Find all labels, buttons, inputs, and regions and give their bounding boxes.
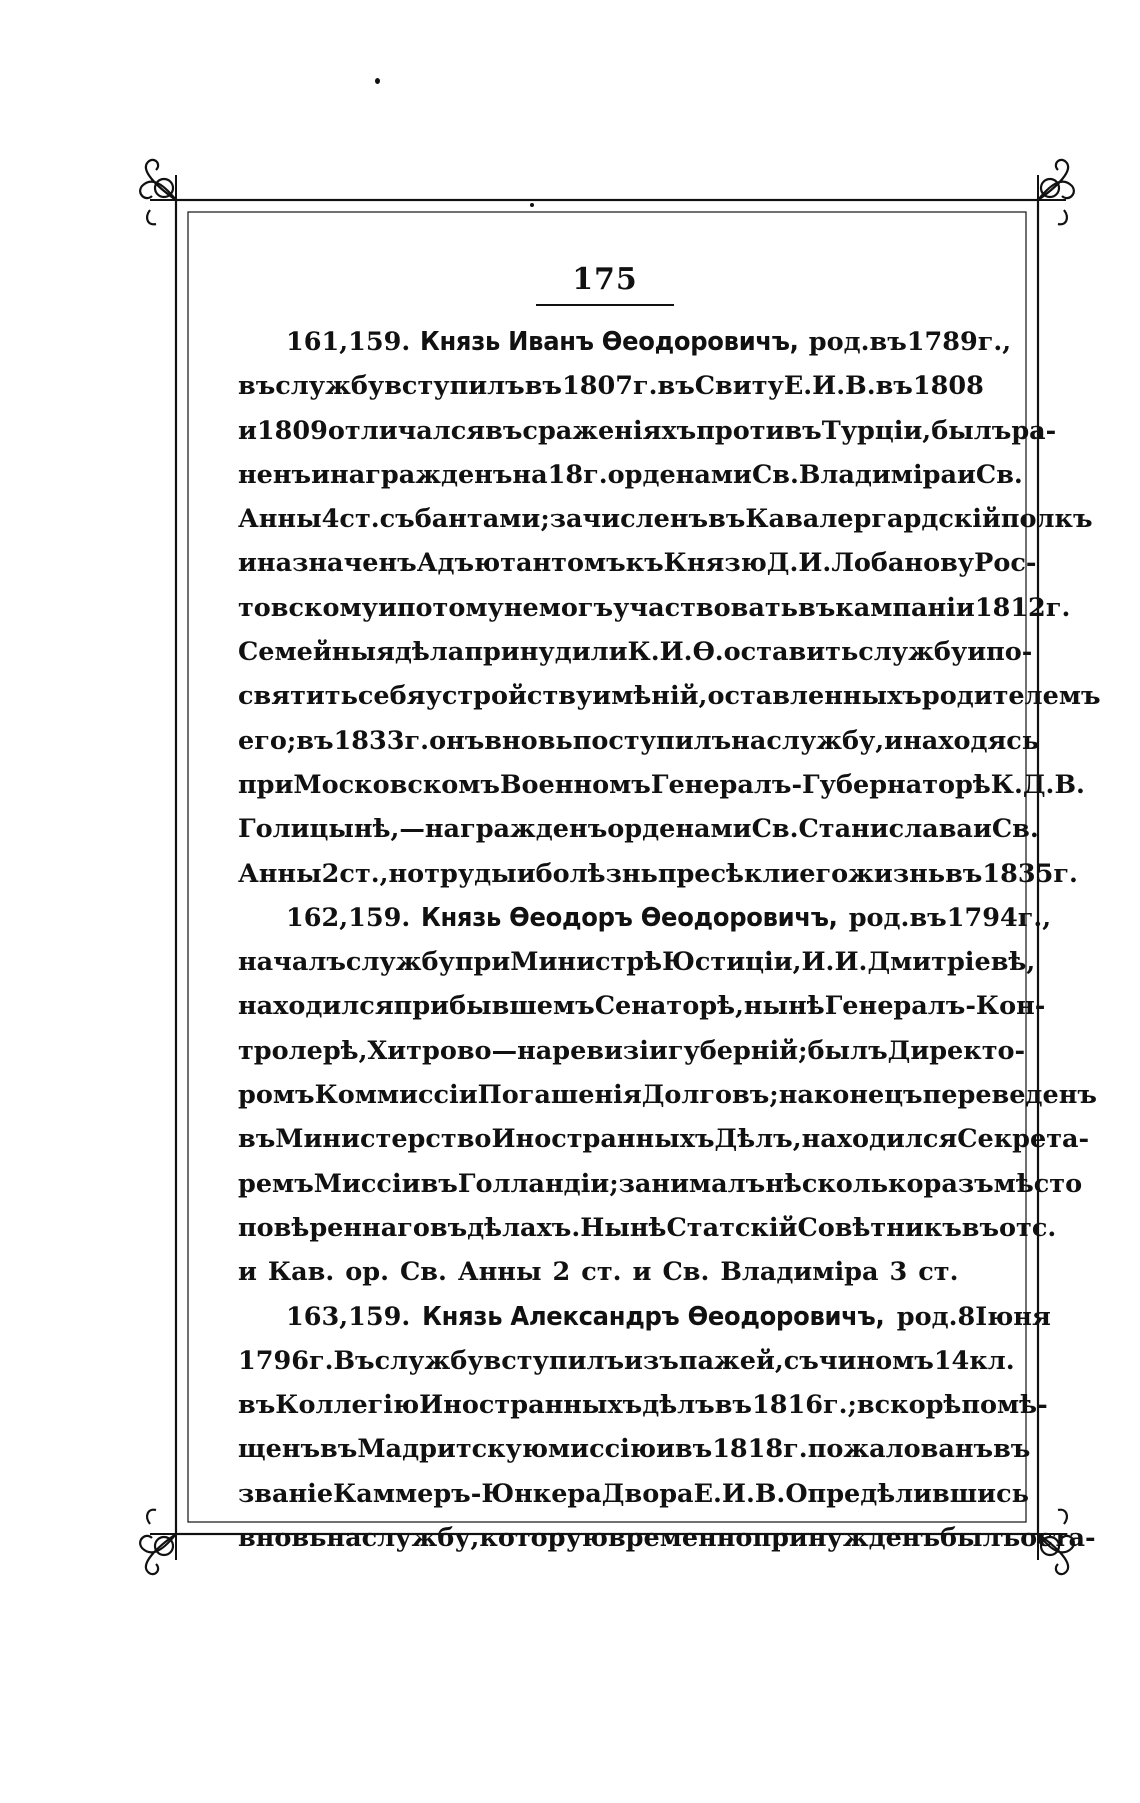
word: Анны — [238, 504, 322, 535]
word: святить — [238, 681, 358, 712]
word: и — [632, 1257, 652, 1288]
word: И. — [812, 371, 846, 402]
text-line — [238, 409, 1057, 453]
entry-heading-line — [238, 320, 1012, 364]
word: кампаніи — [835, 592, 975, 623]
word: г., — [977, 327, 1012, 357]
word: 14 — [933, 1345, 970, 1376]
word: ор. — [345, 1257, 389, 1288]
word: 1835 — [982, 858, 1054, 889]
word: оста- — [1020, 1523, 1096, 1554]
text-line — [238, 984, 1046, 1028]
word: службу, — [766, 725, 885, 756]
word: наконецъ — [778, 1080, 923, 1111]
word: Голицынѣ, — [238, 814, 400, 845]
word: И. — [801, 947, 835, 978]
word: ст. — [918, 1257, 959, 1288]
corner-ornament-bottom-left — [140, 1510, 176, 1574]
word: Дмитріевѣ, — [867, 947, 1036, 978]
word: на — [731, 725, 767, 756]
word: И. — [721, 1478, 755, 1509]
word: принужденъ — [752, 1523, 941, 1554]
word: дѣлъ — [642, 1390, 715, 1421]
word: бывшемъ — [449, 991, 595, 1022]
word: при — [238, 769, 294, 800]
word: въ — [993, 1434, 1031, 1465]
word: губерній; — [667, 1035, 808, 1066]
word: званіе — [238, 1478, 334, 1509]
word: миссію — [548, 1434, 656, 1465]
word: началъ — [238, 947, 346, 978]
word: Кавалергардскій — [745, 504, 1001, 535]
word: 1809 — [256, 415, 328, 446]
text-line — [238, 1206, 1057, 1250]
word: г. — [583, 459, 608, 490]
word: 1796 — [238, 1345, 309, 1376]
word: — — [399, 814, 425, 845]
word: Д. — [1022, 769, 1055, 800]
word: г. — [1045, 592, 1071, 623]
word: и — [884, 725, 904, 756]
word: принудили — [464, 637, 628, 668]
word: Коммиссіи — [314, 1080, 478, 1111]
word: въ — [657, 371, 695, 402]
word: ненъ — [238, 459, 312, 490]
word: род. — [848, 902, 910, 933]
word: г. — [783, 1434, 808, 1465]
word: разъ — [923, 1168, 994, 1199]
word: въ — [429, 1212, 468, 1243]
word: службу — [858, 637, 968, 668]
text-line — [238, 852, 1078, 896]
word: 159. — [348, 1301, 411, 1332]
word: былъ — [940, 1523, 1021, 1554]
word: Св. — [751, 459, 799, 490]
word: пажей, — [678, 1345, 784, 1376]
word: полкъ — [1000, 504, 1093, 535]
word: поступилъ — [572, 725, 732, 756]
word: Князю — [663, 548, 767, 579]
word: Юстиціи, — [662, 947, 802, 978]
word: тролерѣ, — [238, 1035, 368, 1066]
word: вступилъ — [483, 1345, 625, 1376]
word: Е. — [693, 1478, 722, 1509]
word: при — [454, 947, 511, 978]
word: г., — [1017, 902, 1052, 933]
word: г. — [1053, 858, 1078, 889]
word: въ — [909, 902, 947, 933]
word: Директо- — [887, 1035, 1026, 1066]
word: службу — [374, 1345, 484, 1376]
word: Секрета- — [957, 1124, 1090, 1155]
word: Хитрово — [367, 1035, 492, 1066]
word: 2 — [321, 858, 340, 889]
word: Анны — [238, 858, 322, 889]
text-line — [238, 1029, 1026, 1073]
word: В. — [754, 1478, 786, 1509]
word: въ — [524, 371, 562, 402]
word: В. — [845, 371, 876, 402]
word: ст., — [339, 858, 389, 889]
word: В. — [1054, 769, 1085, 800]
word: г. — [404, 725, 430, 756]
word: болѣзнь — [535, 858, 658, 889]
word: 3 — [889, 1257, 908, 1288]
person-name: Князь Ѳеодоръ Ѳеодоровичъ, — [421, 902, 838, 933]
word: бантами; — [414, 504, 550, 535]
word: Турціи, — [821, 415, 932, 446]
word: Коллегію — [275, 1390, 420, 1421]
word: Д. — [766, 548, 799, 579]
word: Министерство — [275, 1124, 492, 1155]
corner-ornament-top-right — [1038, 160, 1074, 224]
text-line — [238, 497, 1093, 541]
word: и — [238, 1257, 257, 1288]
text-line — [238, 1073, 1097, 1117]
word: и — [377, 592, 397, 623]
word: Министрѣ — [510, 947, 663, 978]
text-line — [238, 763, 1085, 807]
word: Іюня — [975, 1301, 1051, 1332]
word: Владиміра — [798, 459, 957, 490]
word: Каммеръ-Юнкера — [333, 1478, 602, 1509]
word: Семейныя — [238, 637, 395, 668]
word: Двора — [601, 1478, 694, 1509]
word: 161, — [286, 327, 349, 357]
word: труды — [424, 858, 517, 889]
speck-mark — [530, 203, 534, 207]
word: мѣсто — [993, 1168, 1083, 1199]
text-line — [238, 453, 1023, 497]
word: г. — [632, 371, 658, 402]
text-line — [238, 807, 1039, 851]
word: находясь — [903, 725, 1040, 756]
word: въ — [238, 1390, 276, 1421]
word: Мадритскую — [357, 1434, 549, 1465]
word: И. — [659, 637, 693, 668]
word: на — [326, 1523, 362, 1554]
entry-heading-line — [238, 1295, 1051, 1339]
word: 159. — [348, 327, 411, 357]
word: устройству — [425, 681, 593, 712]
word: въ — [674, 1434, 713, 1465]
word: Генералъ-Губернаторѣ — [650, 769, 991, 800]
word: нѣсколько — [765, 1168, 924, 1199]
word: Сенаторѣ, — [594, 991, 744, 1022]
word: въ — [798, 592, 836, 623]
word: г.; — [822, 1390, 857, 1421]
word: и — [238, 415, 257, 446]
word: находился — [238, 991, 394, 1022]
word: помѣ- — [961, 1390, 1048, 1421]
body-text — [238, 320, 1101, 1560]
word: 1833 — [333, 725, 405, 756]
word: отличался — [327, 415, 486, 446]
word: Св. — [662, 1257, 710, 1288]
text-line — [238, 1162, 1083, 1206]
word: Военномъ — [500, 769, 651, 800]
word: и — [516, 858, 536, 889]
word: въ — [296, 725, 334, 756]
word: былъ — [807, 1035, 888, 1066]
word: изъ — [624, 1345, 679, 1376]
word: Голландіи; — [457, 1168, 619, 1199]
word: Станислава — [798, 814, 973, 845]
word: которую — [479, 1523, 608, 1554]
entry-heading-line — [238, 896, 1052, 940]
word: и — [655, 1434, 675, 1465]
word: съ — [379, 504, 415, 535]
word: и — [238, 548, 257, 579]
word: родителемъ — [921, 681, 1101, 712]
word: его — [799, 858, 849, 889]
word: ст. — [339, 504, 380, 535]
word: но — [388, 858, 425, 889]
word: въ — [714, 1390, 752, 1421]
word: ремъ — [238, 1168, 314, 1199]
word: имѣній, — [592, 681, 708, 712]
word: Долговъ; — [641, 1080, 779, 1111]
word: въ — [869, 327, 907, 357]
word: Иностранныхъ — [419, 1390, 643, 1421]
word: онъ — [429, 725, 485, 756]
word: ст. — [581, 1257, 622, 1288]
word: временно — [607, 1523, 753, 1554]
word: участвовать — [613, 592, 798, 623]
word: 1807 — [561, 371, 633, 402]
word: службу, — [361, 1523, 480, 1554]
word: вновь — [238, 1523, 327, 1554]
word: Св. — [751, 814, 799, 845]
word: переведенъ — [922, 1080, 1097, 1111]
word: находился — [801, 1124, 958, 1155]
word: ра- — [1011, 415, 1057, 446]
word: въ — [485, 415, 523, 446]
word: 1808 — [912, 371, 984, 402]
word: 4 — [321, 504, 340, 535]
word: въ — [708, 504, 746, 535]
word: отс. — [999, 1212, 1057, 1243]
word: Погашенія — [477, 1080, 642, 1111]
word: Анны — [457, 1257, 542, 1288]
corner-ornament-top-left — [140, 160, 176, 224]
word: на — [517, 1035, 553, 1066]
word: 1789 — [906, 327, 978, 357]
word: Статскій — [666, 1212, 798, 1243]
word: Совѣтникъ — [797, 1212, 962, 1243]
page-number: 175 — [572, 262, 638, 297]
word: дѣла — [394, 637, 465, 668]
word: 159. — [348, 902, 411, 933]
text-line — [238, 1427, 1031, 1471]
text-line — [238, 1117, 1090, 1161]
word: службу — [275, 371, 385, 402]
word: назначенъ — [256, 548, 417, 579]
word: 18 — [547, 459, 584, 490]
word: орденами — [607, 814, 752, 845]
word: противъ — [696, 415, 822, 446]
word: Въ — [333, 1345, 375, 1376]
word: Адъютантомъ — [416, 548, 626, 579]
word: Московскомъ — [293, 769, 500, 800]
text-line — [238, 674, 1101, 718]
word: вновь — [484, 725, 573, 756]
word: въ — [875, 371, 913, 402]
word: Ѳ. — [692, 637, 724, 668]
word: щенъ — [238, 1434, 321, 1465]
word: награжденъ — [330, 459, 513, 490]
text-line — [238, 1250, 978, 1294]
word: Лобанову — [831, 548, 975, 579]
word: себя — [357, 681, 426, 712]
word: 1812 — [974, 592, 1046, 623]
text-line — [238, 1383, 1048, 1427]
word: пожалованъ — [807, 1434, 994, 1465]
word: и — [972, 814, 992, 845]
word: Св. — [991, 814, 1039, 845]
word: и — [957, 459, 976, 490]
text-line — [238, 1472, 1029, 1516]
word: дѣлахъ. — [467, 1212, 581, 1243]
word: орденами — [607, 459, 752, 490]
word: г. — [308, 1345, 334, 1376]
word: награжденъ — [424, 814, 608, 845]
text-line — [238, 940, 1036, 984]
word: нынѣ — [743, 991, 825, 1022]
word: повѣреннаго — [238, 1212, 430, 1243]
word: на — [512, 459, 548, 490]
word: Дѣлъ, — [714, 1124, 802, 1155]
word: занималъ — [618, 1168, 766, 1199]
word: въ — [238, 371, 276, 402]
text-line — [238, 719, 1040, 763]
word: товскому — [238, 592, 378, 623]
word: И. — [798, 548, 832, 579]
word: немогъ — [503, 592, 614, 623]
word: 1816 — [752, 1390, 823, 1421]
text-line — [238, 586, 1071, 630]
word: при — [393, 991, 450, 1022]
word: вскорѣ — [856, 1390, 962, 1421]
word: Владиміра — [720, 1257, 879, 1288]
word: въ — [961, 1212, 1000, 1243]
word: въ — [320, 1434, 358, 1465]
text-line — [238, 541, 1037, 585]
word: Нынѣ — [580, 1212, 667, 1243]
word: жизнь — [848, 858, 946, 889]
word: Рос- — [974, 548, 1037, 579]
word: по- — [986, 637, 1033, 668]
word: въ — [238, 1124, 276, 1155]
word: — — [491, 1035, 518, 1066]
text-line — [238, 364, 984, 408]
word: зачисленъ — [549, 504, 709, 535]
word: его; — [238, 725, 297, 756]
word: 162, — [286, 902, 349, 933]
word: И. — [834, 947, 868, 978]
word: 163, — [286, 1301, 349, 1332]
word: къ — [625, 548, 664, 579]
text-line — [238, 630, 1033, 674]
word: ревизіи — [552, 1035, 668, 1066]
word: Опредѣлившись — [785, 1478, 1029, 1509]
word: 1818 — [712, 1434, 784, 1465]
speck-mark — [375, 78, 380, 84]
word: 8 — [957, 1301, 976, 1332]
word: Св. — [975, 459, 1023, 490]
word: Миссіи — [313, 1168, 421, 1199]
word: Иностранныхъ — [491, 1124, 715, 1155]
word: Генералъ-Кон- — [824, 991, 1046, 1022]
word: сраженіяхъ — [522, 415, 697, 446]
word: род. — [896, 1301, 958, 1332]
word: службу — [345, 947, 455, 978]
person-name: Князь Иванъ Ѳеодоровичъ, — [420, 327, 799, 357]
word: былъ — [931, 415, 1012, 446]
word: въ — [945, 858, 983, 889]
word: оставленныхъ — [707, 681, 922, 712]
word: ромъ — [238, 1080, 315, 1111]
word: кл. — [969, 1345, 1015, 1376]
word: К. — [627, 637, 660, 668]
person-name: Князь Александръ Ѳеодоровичъ, — [422, 1301, 885, 1332]
word: потому — [396, 592, 504, 623]
word: 1794 — [946, 902, 1018, 933]
text-line — [238, 1516, 1096, 1560]
word: Свиту — [694, 371, 784, 402]
word: вступилъ — [384, 371, 525, 402]
word: и — [967, 637, 987, 668]
word: Св. — [399, 1257, 447, 1288]
word: чиномъ — [818, 1345, 934, 1376]
word: К. — [990, 769, 1023, 800]
text-line — [238, 1339, 1015, 1383]
page-number-underline — [536, 304, 674, 306]
word: оставить — [723, 637, 859, 668]
word: Е. — [783, 371, 813, 402]
word: род. — [808, 327, 870, 357]
word: и — [311, 459, 331, 490]
word: съ — [783, 1345, 819, 1376]
word: пресѣкли — [657, 858, 800, 889]
word: 2 — [552, 1257, 571, 1288]
word: въ — [420, 1168, 458, 1199]
word: Кав. — [267, 1257, 335, 1288]
